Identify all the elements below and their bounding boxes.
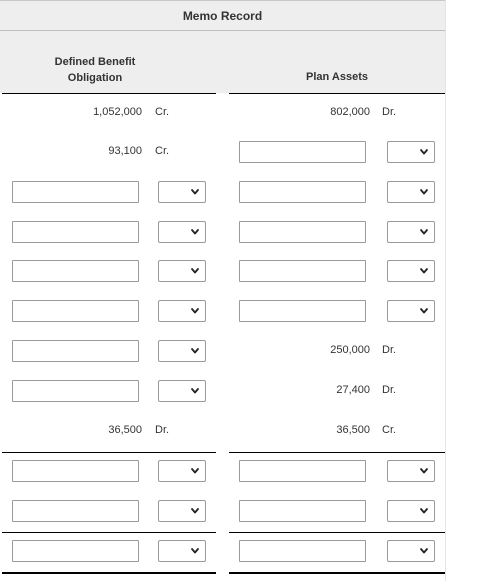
left-drcr-label: Cr. bbox=[155, 106, 170, 118]
right-amount-input[interactable] bbox=[239, 540, 366, 562]
chevron-down-icon bbox=[419, 225, 429, 239]
chevron-down-icon bbox=[190, 264, 200, 278]
right-drcr-select[interactable] bbox=[387, 260, 435, 282]
right-amount-input[interactable] bbox=[239, 300, 366, 322]
defined-benefit-obligation-header bbox=[40, 54, 150, 86]
chevron-down-icon bbox=[190, 464, 200, 478]
chevron-down-icon bbox=[190, 504, 200, 518]
right-drcr-select[interactable] bbox=[387, 181, 435, 203]
left-drcr-select[interactable] bbox=[158, 340, 206, 362]
right-drcr-label: Dr. bbox=[382, 344, 397, 356]
chevron-down-icon bbox=[419, 544, 429, 558]
total-underline-left bbox=[2, 572, 216, 574]
right-drcr-select[interactable] bbox=[387, 141, 435, 163]
chevron-down-icon bbox=[190, 384, 200, 398]
right-amount-input[interactable] bbox=[239, 260, 366, 282]
left-drcr-select[interactable] bbox=[158, 181, 206, 203]
left-amount-value: 93,100 bbox=[108, 145, 142, 157]
right-amount-input[interactable] bbox=[239, 500, 366, 522]
right-amount-input[interactable] bbox=[239, 141, 366, 163]
left-amount-input[interactable] bbox=[12, 181, 139, 203]
chevron-down-icon bbox=[190, 344, 200, 358]
right-amount-value: 27,400 bbox=[336, 384, 370, 396]
left-drcr-select[interactable] bbox=[158, 300, 206, 322]
left-drcr-label: Cr. bbox=[155, 145, 170, 157]
right-drcr-select[interactable] bbox=[387, 460, 435, 482]
chevron-down-icon bbox=[419, 264, 429, 278]
left-amount-input[interactable] bbox=[12, 221, 139, 243]
right-drcr-label: Cr. bbox=[382, 424, 397, 436]
header-underline-right bbox=[229, 93, 445, 94]
right-drcr-label: Dr. bbox=[382, 106, 397, 118]
left-drcr-select[interactable] bbox=[158, 460, 206, 482]
column-headers bbox=[0, 31, 445, 93]
left-drcr-label: Dr. bbox=[155, 424, 170, 436]
chevron-down-icon bbox=[419, 145, 429, 159]
right-amount-value: 36,500 bbox=[336, 424, 370, 436]
left-amount-input[interactable] bbox=[12, 380, 139, 402]
left-drcr-select[interactable] bbox=[158, 540, 206, 562]
separator-left-1 bbox=[2, 452, 216, 453]
chevron-down-icon bbox=[419, 504, 429, 518]
left-amount-value: 1,052,000 bbox=[93, 106, 142, 118]
defined-benefit-header-line-2: Obligation bbox=[67, 72, 123, 84]
right-drcr-label: Dr. bbox=[382, 384, 397, 396]
separator-left-2 bbox=[2, 532, 216, 533]
chevron-down-icon bbox=[190, 304, 200, 318]
left-drcr-select[interactable] bbox=[158, 221, 206, 243]
chevron-down-icon bbox=[419, 464, 429, 478]
defined-benefit-header-line-1: Defined Benefit bbox=[54, 56, 136, 68]
memo-record-header bbox=[0, 0, 445, 31]
total-underline-right bbox=[229, 572, 445, 574]
left-amount-input[interactable] bbox=[12, 340, 139, 362]
separator-right-1 bbox=[229, 452, 445, 453]
chevron-down-icon bbox=[419, 304, 429, 318]
right-drcr-select[interactable] bbox=[387, 221, 435, 243]
right-margin bbox=[445, 0, 480, 581]
left-amount-input[interactable] bbox=[12, 260, 139, 282]
left-drcr-select[interactable] bbox=[158, 380, 206, 402]
plan-assets-header: Plan Assets bbox=[306, 71, 368, 83]
chevron-down-icon bbox=[190, 185, 200, 199]
right-drcr-select[interactable] bbox=[387, 500, 435, 522]
right-drcr-select[interactable] bbox=[387, 300, 435, 322]
chevron-down-icon bbox=[190, 225, 200, 239]
left-amount-input[interactable] bbox=[12, 500, 139, 522]
left-amount-input[interactable] bbox=[12, 540, 139, 562]
right-amount-input[interactable] bbox=[239, 221, 366, 243]
left-amount-input[interactable] bbox=[12, 300, 139, 322]
left-amount-value: 36,500 bbox=[108, 424, 142, 436]
left-drcr-select[interactable] bbox=[158, 260, 206, 282]
chevron-down-icon bbox=[419, 185, 429, 199]
left-drcr-select[interactable] bbox=[158, 500, 206, 522]
header-underline-left bbox=[2, 93, 216, 94]
right-amount-value: 250,000 bbox=[330, 344, 370, 356]
right-amount-input[interactable] bbox=[239, 181, 366, 203]
separator-right-2 bbox=[229, 532, 445, 533]
right-amount-input[interactable] bbox=[239, 460, 366, 482]
left-amount-input[interactable] bbox=[12, 460, 139, 482]
memo-record-title: Memo Record bbox=[182, 9, 263, 23]
right-drcr-select[interactable] bbox=[387, 540, 435, 562]
chevron-down-icon bbox=[190, 544, 200, 558]
right-amount-value: 802,000 bbox=[330, 106, 370, 118]
